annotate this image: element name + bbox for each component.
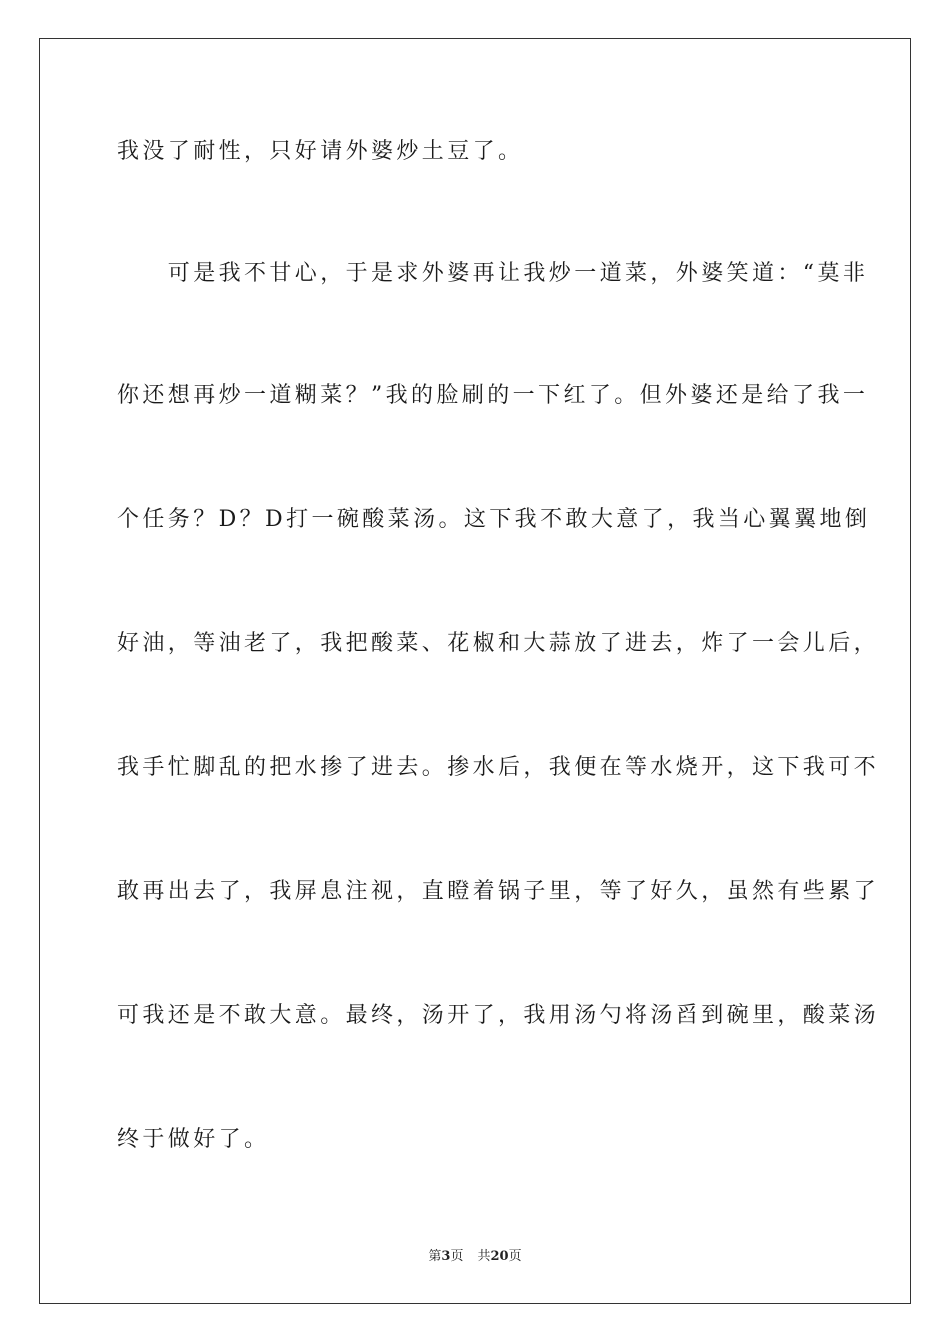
total-suffix: 页 — [508, 1249, 522, 1264]
text-line-6: 我手忙脚乱的把水掺了进去。掺水后，我便在等水烧开，这下我可不 — [117, 755, 880, 780]
page-border — [39, 38, 911, 1304]
text-line-9: 终于做好了。 — [117, 1127, 270, 1152]
total-prefix: 共 — [477, 1249, 491, 1264]
page-prefix: 第 — [428, 1249, 442, 1264]
text-line-5: 好油，等油老了，我把酸菜、花椒和大蒜放了进去，炸了一会儿后， — [117, 631, 880, 656]
page-suffix: 页 — [450, 1249, 464, 1264]
text-line-4: 个任务？D？D打一碗酸菜汤。这下我不敢大意了，我当心翼翼地倒 — [117, 507, 871, 532]
text-line-7: 敢再出去了，我屏息注视，直瞪着锅子里，等了好久，虽然有些累了 — [117, 879, 880, 904]
text-line-2: 可是我不甘心，于是求外婆再让我炒一道菜，外婆笑道：“莫非 — [117, 261, 869, 286]
page-number: 3 — [441, 1249, 451, 1264]
total-pages: 20 — [490, 1249, 509, 1264]
text-line-3: 你还想再炒一道糊菜？”我的脸刷的一下红了。但外婆还是给了我一 — [117, 383, 869, 408]
page-footer — [0, 1248, 950, 1266]
text-line-8: 可我还是不敢大意。最终，汤开了，我用汤勺将汤舀到碗里，酸菜汤 — [117, 1003, 880, 1028]
text-line-1: 我没了耐性，只好请外婆炒土豆了。 — [117, 139, 524, 164]
